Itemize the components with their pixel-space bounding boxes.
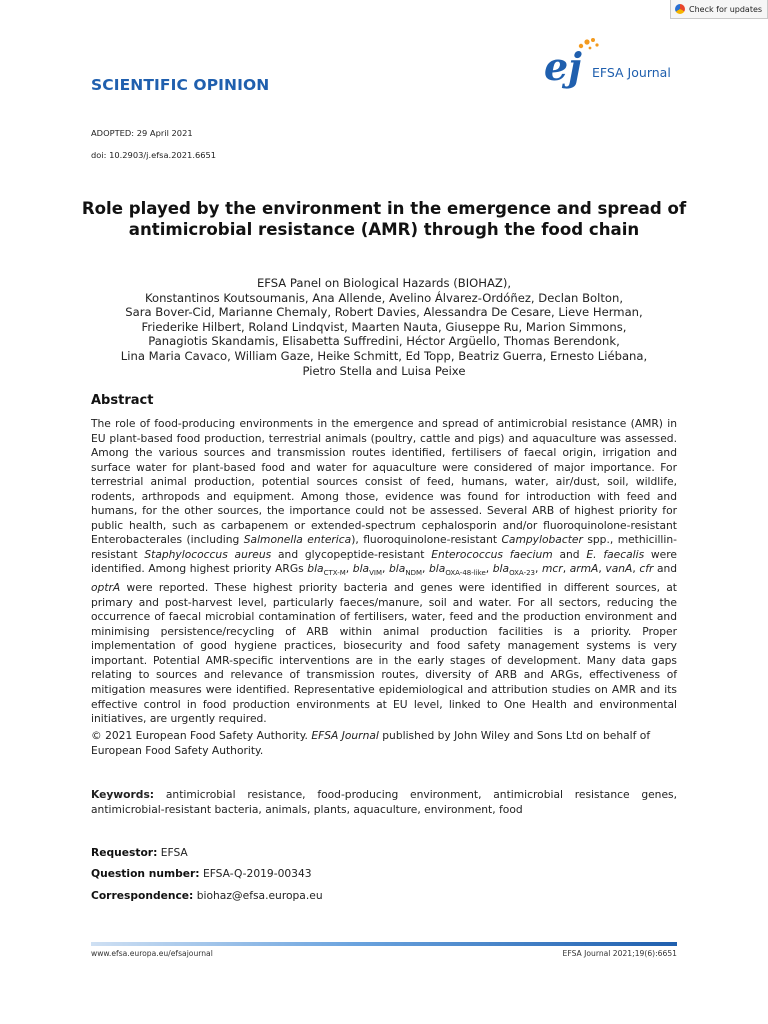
author-line: EFSA Panel on Biological Hazards (BIOHAZ), [256,276,512,290]
author-line: Lina Maria Cavaco, William Gaze, Heike Schmitt, Ed Topp, Beatriz Guerra, Ernesto Liébana, [120,348,648,363]
check-for-updates-label: Check for updates [689,4,763,14]
doi-link[interactable]: doi: 10.2903/j.efsa.2021.6651 [91,150,217,160]
svg-text:ej: ej [544,44,582,89]
author-line: Pietro Stella and Luisa Peixe [302,363,466,378]
author-line: Konstantinos Koutsoumanis, Ana Allende, Avelino Álvarez-Ordóñez, Declan Bolton, [144,290,624,305]
question-number: Question number: EFSA-Q-2019-00343 [91,867,312,880]
footer-citation: EFSA Journal 2021;19(6):6651 [562,949,677,958]
journal-name: EFSA Journal [592,65,671,80]
abstract-heading: Abstract [91,393,154,408]
author-line: Sara Bover-Cid, Marianne Chemaly, Robert Davies, Alessandra De Cesare, Lieve Herman, [125,305,643,320]
author-list [70,276,698,378]
efsa-journal-logo [540,34,680,100]
keywords-label: Keywords: [91,788,155,801]
footer-divider [91,942,677,946]
section-label: SCIENTIFIC OPINION [91,76,270,94]
crossmark-icon [675,4,685,14]
correspondence: Correspondence: biohaz@efsa.europa.eu [91,889,323,902]
adopted-date: ADOPTED: 29 April 2021 [91,128,193,138]
paper-title: Role played by the environment in the emergence and spread of antimicrobial resistance (AMR) through the food chain [81,199,687,239]
abstract-text: The role of food-producing environments in the emergence and spread of antimicrobial resistance (AMR) in EU plant-based food production, terrestrial animals (poultry, cattle and pigs) and aquaculture was assessed. Among the various sources and transmission routes identified, fertilisers of faecal origin, irrigation and surface water for plant-based food and water for aquaculture were considered of major importance. For terrestrial animal production, potential sources consist of feed, humans, water, air/dust, soil, wildlife, rodents, arthropods and equipment. Among those, evidence was found for introduction with feed and humans, for the other sources, the importance could not be assessed. Several ARB of highest priority for public health, such as carbapenem or extended-spectrum cephalosporin and/or fluoroquinolone-resistant Enterobacterales (including Salmonella enterica), fluoroquinolone-resistant Campylobacter spp., methicillin-resistant Staphylococcus aureus and glycopeptide-resistant Enterococcus faecium and E. faecalis were identified. Among highest priority ARGs bla$_{CTX-M}$, bla$_{VIM}$, bla$_{NDM}$, bla$_{OXA-48-like}$, bla$_{OXA-23}$, mcr, armA, vanA, cfr and optrA were reported. These highest priority bacteria and genes were identified in different sources, at primary and post-harvest level, particularly faeces/manure, soil and water. For all sectors, reducing the occurrence of faecal microbial contamination of fertilisers, water, feed and the production environment and minimising persistence/recycling of ARB within animal production facilities is a priority. Proper implementation of good hygiene practices, biosecurity and food safety management systems is very important. Potential AMR-specific interventions are in the early stages of development. Many data gaps relating to sources and relevance of transmission routes, diversity of ARB and ARGs, effectiveness of mitigation measures were identified. Representative epidemiological and attribution studies on AMR and its effective control in food production environments at EU level, linked to One Health and environmental initiatives, are urgently required. [91,417,678,726]
author-line: Panagiotis Skandamis, Elisabetta Suffredini, Héctor Argüello, Thomas Berendonk, [148,334,620,349]
keywords: Keywords: antimicrobial resistance, food-producing environment, antimicrobial resistance genes, antimicrobial-resistant bacteria, animals, plants, aquaculture, environment, food [91,788,677,816]
requestor: Requestor: EFSA [91,846,188,859]
footer-url[interactable]: www.efsa.europa.eu/efsajournal [91,949,213,958]
check-for-updates-button[interactable] [670,0,768,19]
author-line: Friederike Hilbert, Roland Lindqvist, Maarten Nauta, Giuseppe Ru, Marion Simmons, [141,319,627,334]
correspondence-email[interactable]: biohaz@efsa.europa.eu [193,889,323,902]
copyright-notice: © 2021 European Food Safety Authority. EFSA Journal published by John Wiley and Sons Ltd on behalf of European Food Safety Authority. [91,729,651,757]
